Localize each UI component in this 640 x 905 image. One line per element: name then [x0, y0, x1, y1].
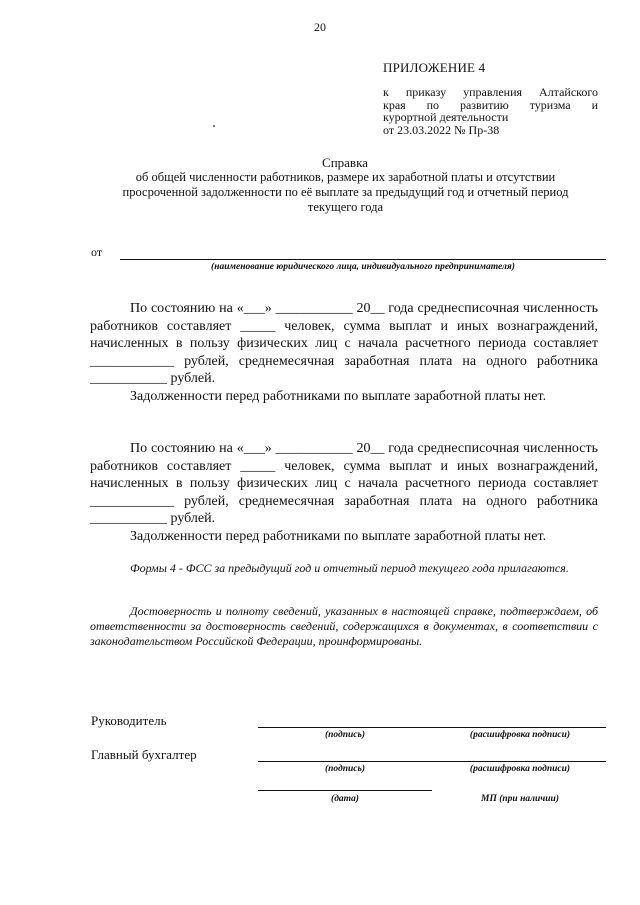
order-line-1: к приказу управления Алтайского: [383, 85, 598, 99]
head-signature-line: [258, 727, 606, 728]
order-line-2: края по развитию туризма и: [383, 97, 598, 112]
from-caption: (наименование юридического лица, индивидуального предпринимателя): [211, 262, 515, 272]
accountant-label: Главный бухгалтер: [91, 747, 197, 762]
date-line: [258, 790, 432, 791]
accountant-signature-caption: (подпись): [324, 764, 366, 774]
accountant-signature-line: [258, 761, 606, 762]
scan-speck: [213, 125, 215, 127]
subtitle-line-3: текущего года: [307, 200, 384, 214]
forms-note: [90, 561, 598, 576]
accountant-decoding-caption: (расшифровка подписи): [469, 764, 571, 774]
head-label: Руководитель: [91, 713, 167, 728]
paragraph-2-debt: Задолженности перед работниками по выплате заработной платы нет.: [130, 528, 547, 544]
reliability-note-text: Достоверность и полноту сведений, указанных в настоящей справке, подтверждаем, об ответственности за достоверность сведений, содержащихся в документах, в соответствии с законодательством Российской Федерации, проинформированы.: [90, 604, 598, 648]
forms-note-text: Формы 4 - ФСС за предыдущий год и отчетный период текущего года прилагаются.: [130, 561, 569, 575]
paragraph-1-text: По состоянию на «___» ___________ 20__ года среднесписочная численность работников составляет _____ человек, сумма выплат и иных вознаграждений, начисленных в пользу физических лиц с начала расчетного периода составляет ____________ рублей, среднемесячная заработная плата на одного работника ___________ рублей.: [90, 301, 598, 386]
from-fill-line: [120, 259, 606, 260]
order-reference: [383, 86, 598, 136]
paragraph-period-2: [90, 440, 598, 545]
paragraph-1-debt: Задолженности перед работниками по выплате заработной платы нет.: [130, 388, 547, 404]
paragraph-period-1: [90, 300, 598, 405]
document-subtitle: [108, 170, 583, 215]
order-line-4: от 23.03.2022 № Пр-38: [383, 122, 500, 137]
head-signature-caption: (подпись): [324, 730, 366, 740]
reliability-note: [90, 604, 598, 649]
subtitle-line-2: просроченной задолженности по её выплате за предыдущий год и отчетный период: [122, 185, 569, 199]
order-line-3: курортной деятельности: [383, 110, 509, 124]
head-decoding-caption: (расшифровка подписи): [469, 730, 571, 740]
page-number: 20: [314, 20, 326, 34]
document-title: Справка: [322, 155, 368, 170]
appendix-title: ПРИЛОЖЕНИЕ 4: [383, 60, 486, 75]
subtitle-line-1: об общей численности работников, размере их заработной платы и отсутствии: [135, 170, 556, 184]
date-caption: (дата): [331, 794, 359, 804]
paragraph-2-text: По состоянию на «___» ___________ 20__ года среднесписочная численность работников составляет _____ человек, сумма выплат и иных вознаграждений, начисленных в пользу физических лиц с начала расчетного периода составляет ____________ рублей, среднемесячная заработная плата на одного работника ___________ рублей.: [90, 441, 598, 526]
from-label: от: [91, 245, 103, 259]
stamp-caption: МП (при наличии): [481, 794, 559, 804]
